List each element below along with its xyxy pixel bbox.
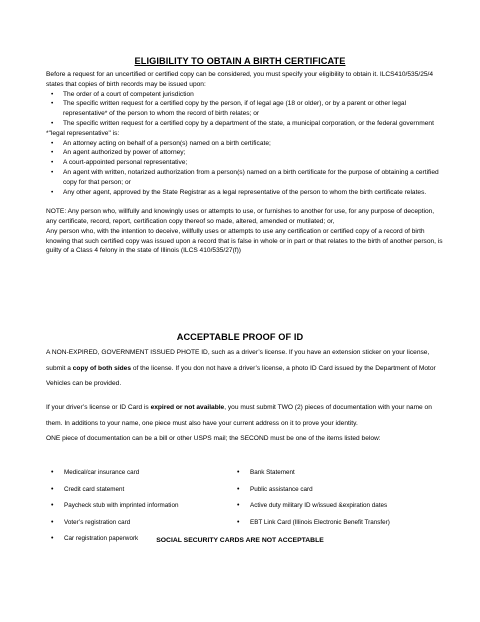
list-item: • Voter’s registration card (46, 515, 226, 532)
list-item: • Bank Statement (232, 465, 462, 482)
expired-id-paragraph: If your driver’s license or ID Card is expired or not available, you must submit TWO (2) pieces of documentation with your name on them. In additions to your name, one piece must also have your current address on it to prove your identity. (46, 404, 432, 427)
list-item: • Medical/car insurance card (46, 465, 226, 482)
list-item: • The specific written request for a certified copy by a department of the state, a municipal corporation, or the federal government (46, 119, 444, 129)
documentation-paragraph: ONE piece of documentation can be a bill or other USPS mail; the SECOND must be one of the items listed below: (46, 435, 381, 443)
eligibility-intro: Before a request for an uncertified or certified copy can be considered, you must specify your eligibility to obtain it. ILCS410/535/25/4 states that copies of birth records may be issued upon: (46, 71, 434, 88)
documents-column-right (232, 465, 462, 531)
list-item: • Paycheck stub with imprinted information (46, 498, 226, 515)
legal-representative-heading: *"legal representative" is: (46, 129, 120, 137)
photo-id-paragraph: A NON-EXPIRED, GOVERNMENT ISSUED PHOTE ID, such as a driver’s license. If you have an extension sticker on your license, submit a copy of both sides of the license. If you don not have a driver’s license, a photo ID Card issued by the Department of Motor Vehicles can be provided. (46, 349, 436, 388)
documents-column-left (46, 465, 226, 548)
felony-paragraph: Any person who, with the intention to deceive, willfully uses or attempts to use any certification or certified copy of a record of birth knowing that such certified copy was issued upon a record that is false in whole or in part or that relates to the birth of another person, is guilty of a Class 4 felony in the state of Illinois (ILCS 410/535/27(f)) (46, 227, 443, 255)
list-item: • EBT Link Card (Illinois Electronic Benefit Transfer) (232, 515, 462, 532)
list-item: • The specific written request for a certified copy by the person, if of legal age (18 or older), or by a parent or other legal representative* of the person to whom the record of birth relates; or (46, 99, 444, 119)
issuance-conditions-list (46, 90, 444, 129)
note-paragraph: NOTE: Any person who, willfully and knowingly uses or attempts to use, or furnishes to another for use, for any purpose of deception, any certificate, record, report, certification copy thereof so made, altered, amended or mutilated; or, (46, 208, 435, 225)
emphasis-text: expired or not available (150, 404, 225, 411)
list-item: • An agent authorized by power of attorney; (46, 148, 444, 158)
list-item: • Car registration paperwork (46, 531, 226, 548)
list-item: • Public assistance card (232, 482, 462, 499)
list-item: • A court-appointed personal representative; (46, 158, 444, 168)
list-item: • The order of a court of competent jurisdiction (46, 90, 444, 100)
legal-representative-list (46, 139, 444, 198)
emphasis-text: copy of both sides (72, 364, 132, 372)
alternate-id-section (46, 400, 446, 447)
list-item: • An attorney acting on behalf of a person(s) named on a birth certificate; (46, 139, 444, 149)
proof-of-id-title: ACCEPTABLE PROOF OF ID (176, 332, 304, 342)
eligibility-title: ELIGIBILITY TO OBTAIN A BIRTH CERTIFICATE (134, 56, 346, 66)
footer-warning: SOCIAL SECURITY CARDS ARE NOT ACCEPTABLE (156, 537, 324, 544)
list-item: • Any other agent, approved by the State Registrar as a legal representative of the person to whom the birth certificate relates. (46, 188, 444, 198)
eligibility-section (46, 70, 444, 256)
list-item: • Credit card statement (46, 482, 226, 499)
list-item: • Active duty military ID w/issued &expiration dates (232, 498, 462, 515)
list-item: • An agent with written, notarized authorization from a person(s) named on a birth certificate for the purpose of obtaining a certified copy for that person; or (46, 168, 444, 188)
